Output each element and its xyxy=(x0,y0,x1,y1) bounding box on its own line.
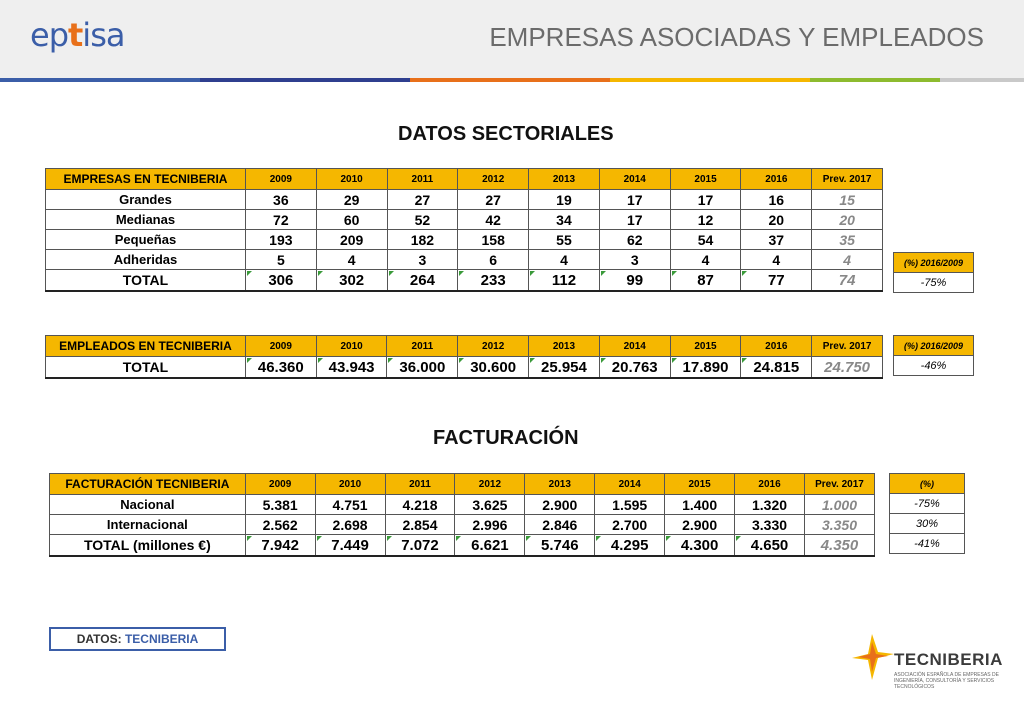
year-header: 2014 xyxy=(599,336,670,357)
section-title-sectorial: DATOS SECTORIALES xyxy=(398,123,614,145)
year-header: 2015 xyxy=(670,336,741,357)
year-header: 2013 xyxy=(529,169,600,190)
table-title: EMPLEADOS EN TECNIBERIA xyxy=(46,336,246,357)
table-cell: 7.942 xyxy=(245,535,315,557)
year-header: 2013 xyxy=(525,474,595,495)
table-cell: 36 xyxy=(245,190,316,210)
table-cell: 17 xyxy=(670,190,741,210)
table-cell: 2.900 xyxy=(665,515,735,535)
facturacion-pct-table xyxy=(889,473,965,554)
table-header-row xyxy=(46,336,883,357)
table-cell: 5.746 xyxy=(525,535,595,557)
empresas-table xyxy=(45,168,883,292)
row-label: Internacional xyxy=(50,515,246,535)
pct-value: -75% xyxy=(894,273,974,293)
table-cell: 4 xyxy=(670,250,741,270)
year-header: Prev. 2017 xyxy=(804,474,874,495)
year-header: Prev. 2017 xyxy=(812,336,883,357)
year-header: 2011 xyxy=(387,169,458,190)
year-header: 2014 xyxy=(595,474,665,495)
empleados-pct-table xyxy=(893,335,974,376)
table-cell: 35 xyxy=(812,230,883,250)
year-header: 2010 xyxy=(316,336,387,357)
table-row xyxy=(46,230,883,250)
table-cell: 7.449 xyxy=(315,535,385,557)
year-header: 2011 xyxy=(385,474,455,495)
table-cell: 54 xyxy=(670,230,741,250)
table-cell: 17 xyxy=(599,190,670,210)
table-cell: 15 xyxy=(812,190,883,210)
table-cell: 233 xyxy=(458,270,529,292)
brand-name: TECNIBERIA xyxy=(894,650,1003,669)
table-cell: 20 xyxy=(741,210,812,230)
table-cell: 12 xyxy=(670,210,741,230)
table-cell: 4.218 xyxy=(385,495,455,515)
table-cell: 4.350 xyxy=(804,535,874,557)
table-header-row xyxy=(50,474,875,495)
year-header: 2009 xyxy=(245,336,316,357)
year-header: 2015 xyxy=(665,474,735,495)
table-cell: 16 xyxy=(741,190,812,210)
table-cell: 62 xyxy=(599,230,670,250)
table-cell: 46.360 xyxy=(245,357,316,379)
eptisa-logo: eptisa xyxy=(30,16,125,54)
brand-subtitle: ASOCIACIÓN ESPAÑOLA DE EMPRESAS DE INGENIERÍA, CONSULTORÍA Y SERVICIOS TECNOLÓGICOS xyxy=(894,672,999,690)
table-cell: 209 xyxy=(316,230,387,250)
table-cell: 1.400 xyxy=(665,495,735,515)
table-cell: 4.300 xyxy=(665,535,735,557)
table-row xyxy=(46,190,883,210)
table-cell: 17.890 xyxy=(670,357,741,379)
row-label: TOTAL xyxy=(46,270,246,292)
row-label: TOTAL (millones €) xyxy=(50,535,246,557)
table-row xyxy=(50,515,875,535)
pct-header: (%) 2016/2009 xyxy=(894,253,974,273)
table-row xyxy=(46,357,883,379)
pct-header: (%) xyxy=(890,474,965,494)
table-cell: 27 xyxy=(387,190,458,210)
table-cell: 2.900 xyxy=(525,495,595,515)
facturacion-table xyxy=(49,473,875,557)
table-cell: 19 xyxy=(529,190,600,210)
table-cell: 1.000 xyxy=(804,495,874,515)
table-cell: 4 xyxy=(529,250,600,270)
empresas-pct-table xyxy=(893,252,974,293)
year-header: 2016 xyxy=(735,474,805,495)
table-cell: 4 xyxy=(812,250,883,270)
empleados-table xyxy=(45,335,883,379)
table-cell: 112 xyxy=(529,270,600,292)
pct-value: -41% xyxy=(890,534,965,554)
year-header: 2014 xyxy=(599,169,670,190)
year-header: 2011 xyxy=(387,336,458,357)
table-cell: 7.072 xyxy=(385,535,455,557)
row-label: Adheridas xyxy=(46,250,246,270)
year-header: Prev. 2017 xyxy=(812,169,883,190)
table-cell: 4.650 xyxy=(735,535,805,557)
page-title: EMPRESAS ASOCIADAS Y EMPLEADOS xyxy=(489,22,984,52)
year-header: 2015 xyxy=(670,169,741,190)
table-cell: 158 xyxy=(458,230,529,250)
table-header-row xyxy=(46,169,883,190)
page-header xyxy=(0,0,1024,80)
table-cell: 3.330 xyxy=(735,515,805,535)
table-cell: 4 xyxy=(316,250,387,270)
table-cell: 4.295 xyxy=(595,535,665,557)
table-cell: 6.621 xyxy=(455,535,525,557)
table-cell: 302 xyxy=(316,270,387,292)
table-cell: 74 xyxy=(812,270,883,292)
table-cell: 6 xyxy=(458,250,529,270)
pct-value: -75% xyxy=(890,494,965,514)
table-row xyxy=(46,270,883,292)
table-row xyxy=(50,535,875,557)
color-bar xyxy=(0,78,1024,82)
table-title: EMPRESAS EN TECNIBERIA xyxy=(46,169,246,190)
pct-header: (%) 2016/2009 xyxy=(894,336,974,356)
year-header: 2010 xyxy=(316,169,387,190)
section-title-facturacion: FACTURACIÓN xyxy=(433,427,579,449)
table-cell: 29 xyxy=(316,190,387,210)
year-header: 2010 xyxy=(315,474,385,495)
year-header: 2013 xyxy=(529,336,600,357)
table-cell: 2.698 xyxy=(315,515,385,535)
pct-value: 30% xyxy=(890,514,965,534)
table-cell: 17 xyxy=(599,210,670,230)
table-cell: 42 xyxy=(458,210,529,230)
tecniberia-logo xyxy=(848,632,1008,692)
year-header: 2009 xyxy=(245,474,315,495)
row-label: Grandes xyxy=(46,190,246,210)
table-cell: 60 xyxy=(316,210,387,230)
table-cell: 37 xyxy=(741,230,812,250)
table-cell: 2.562 xyxy=(245,515,315,535)
table-cell: 20 xyxy=(812,210,883,230)
table-cell: 1.320 xyxy=(735,495,805,515)
table-cell: 36.000 xyxy=(387,357,458,379)
table-cell: 1.595 xyxy=(595,495,665,515)
table-cell: 52 xyxy=(387,210,458,230)
table-cell: 77 xyxy=(741,270,812,292)
row-label: Pequeñas xyxy=(46,230,246,250)
table-cell: 87 xyxy=(670,270,741,292)
pct-value: -46% xyxy=(894,356,974,376)
table-cell: 306 xyxy=(245,270,316,292)
table-cell: 3.625 xyxy=(455,495,525,515)
table-row xyxy=(46,250,883,270)
table-cell: 182 xyxy=(387,230,458,250)
table-cell: 72 xyxy=(245,210,316,230)
table-cell: 3 xyxy=(387,250,458,270)
table-cell: 264 xyxy=(387,270,458,292)
row-label: Medianas xyxy=(46,210,246,230)
row-label: TOTAL xyxy=(46,357,246,379)
table-cell: 20.763 xyxy=(599,357,670,379)
source-box: DATOS: TECNIBERIA xyxy=(49,627,226,651)
year-header: 2012 xyxy=(458,336,529,357)
table-row xyxy=(50,495,875,515)
table-cell: 55 xyxy=(529,230,600,250)
table-cell: 2.846 xyxy=(525,515,595,535)
table-cell: 4.751 xyxy=(315,495,385,515)
table-cell: 34 xyxy=(529,210,600,230)
table-cell: 30.600 xyxy=(458,357,529,379)
year-header: 2012 xyxy=(455,474,525,495)
table-cell: 2.854 xyxy=(385,515,455,535)
table-cell: 27 xyxy=(458,190,529,210)
row-label: Nacional xyxy=(50,495,246,515)
table-cell: 2.996 xyxy=(455,515,525,535)
table-cell: 4 xyxy=(741,250,812,270)
table-cell: 193 xyxy=(245,230,316,250)
table-cell: 2.700 xyxy=(595,515,665,535)
table-cell: 24.750 xyxy=(812,357,883,379)
table-cell: 25.954 xyxy=(529,357,600,379)
table-cell: 5 xyxy=(245,250,316,270)
year-header: 2016 xyxy=(741,169,812,190)
year-header: 2016 xyxy=(741,336,812,357)
table-cell: 43.943 xyxy=(316,357,387,379)
table-cell: 3.350 xyxy=(804,515,874,535)
table-cell: 3 xyxy=(599,250,670,270)
year-header: 2009 xyxy=(245,169,316,190)
table-title: FACTURACIÓN TECNIBERIA xyxy=(50,474,246,495)
tecniberia-mark-icon xyxy=(848,632,894,692)
year-header: 2012 xyxy=(458,169,529,190)
table-cell: 99 xyxy=(599,270,670,292)
table-row xyxy=(46,210,883,230)
table-cell: 5.381 xyxy=(245,495,315,515)
table-cell: 24.815 xyxy=(741,357,812,379)
